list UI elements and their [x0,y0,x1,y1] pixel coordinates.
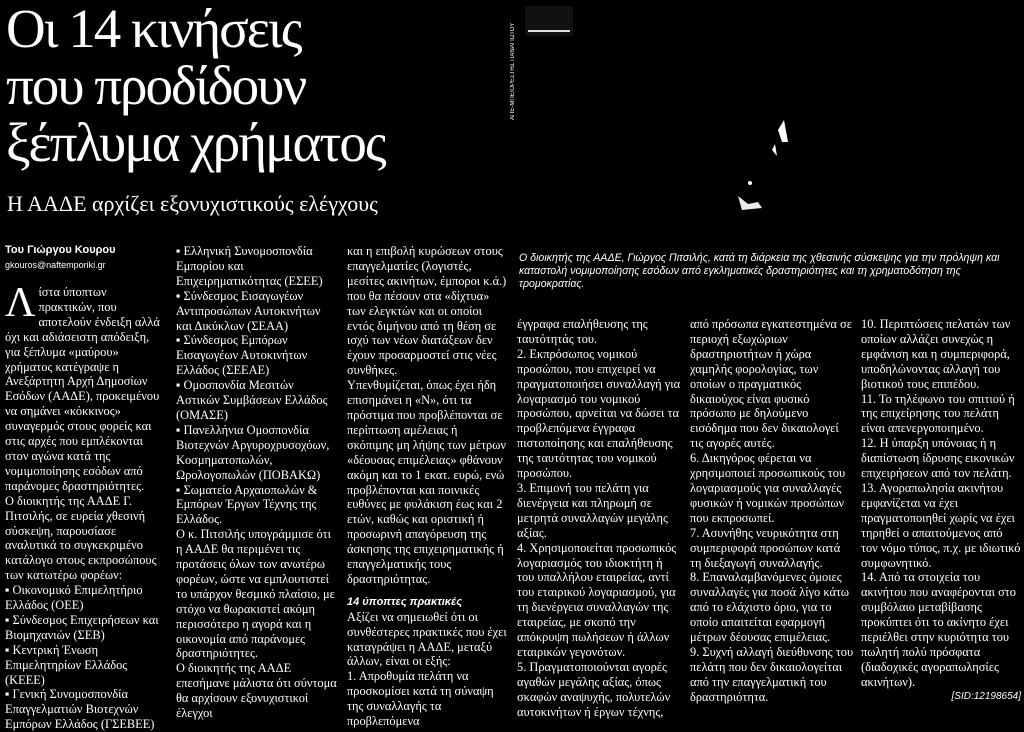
article-column-5 [690,317,854,705]
list-item: 11. Το τηλέφωνο του σπιτιού ή της επιχείρησης του πελάτη είναι απενεργοποιημένο. [861,391,1015,436]
dropcap: Λ [5,280,36,326]
list-item: ▪ Κεντρική Ένωση Επιμελητηρίων Ελλάδος (ΚΕΕΕ) [5,642,128,687]
list-item: 8. Επαναλαμβανόμενες όμοιες συναλλαγές για ποσά λίγο κάτω από το ελάχιστο όριο, για το οποίο απαιτείται εφαρμογή μέτρων δέουσας επιμέλειας. [690,570,850,645]
list-item: ▪ Σωματείο Αρχαιοπωλών & Εμπόρων Έργων Τέχνης της Ελλάδος. [176,482,318,527]
list-item: ▪ Πανελλήνια Ομοσπονδία Βιοτεχνών Αργυροχρυσοχόων, Κοσμηματοπωλών, Ωρολογοπωλών (ΠΟΒΑΚΩ) [176,422,330,482]
paragraph: Ο διοικητής της ΑΑΔΕ επεσήμανε μάλιστα ότι σύντομα θα αρχίσουν εξονυχιστικοί έλεγχοι [176,661,337,721]
list-item: ▪ Σύνδεσμος Εμπόρων Εισαγωγέων Αυτοκινήτων Ελλάδος (ΣΕΕΑΕ) [176,333,308,378]
list-item: ▪ Ελληνική Συνομοσπονδία Εμπορίου και Επιχειρηματικότητας (ΕΣΕΕ) [176,244,323,288]
byline-author: Του Γιώργου Κουρου [5,244,116,256]
paragraph: από πρόσωπα εγκατεστημένα σε περιοχή εξωχώριων δραστηριοτήτων ή χώρα χαμηλής φορολογίας, των οποίων ο πραγματικός δικαιούχος είναι φυσικό πρόσωπο με δηλούμενο εισόδημα που δεν δικαιολογεί τις αγορές αυτές. [690,317,852,451]
list-item: ▪ Οικονομικό Επιμελητήριο Ελλάδος (ΟΕΕ) [5,583,143,613]
paragraph: Λίστα ύποπτων πρακτικών, που αποτελούν ένδειξη αλλά όχι και αδιάσειστη απόδειξη, για ξέπλυμα «μαύρου» χρήματος κατέγραψε η Ανεξάρτητη Αρχή Δημοσίων Εσόδων (ΑΑΔΕ), προκειμένου να σημάνει «κόκκινος» συναγερμός στους φορείς και στις αρχές που εμπλέκονται στον αγώνα κατά της νομιμοποίησης εσόδων από παράνομες δραστηριότητες. [5,280,160,493]
list-item: 10. Περιπτώσεις πελατών των οποίων αλλάζει συνεχώς η εμφάνιση και η συμπεριφορά, υποδηλώνοντας αλλαγή του βιοτικού τους επιπέδου. [861,317,1011,391]
article-column-6 [861,317,1021,705]
list-item: ▪ Γενική Συνομοσπονδία Επαγγελματιών Βιοτεχνών Εμπόρων Ελλάδος (ΓΣΕΒΕΕ) [5,687,155,732]
headline-line: Οι 14 κινήσεις [6,0,301,59]
list-item: 4. Χρησιμοποιείται προσωπικός λογαριασμός του ιδιοκτήτη ή του υπαλλήλου εταιρείας, αντί του εταιρικού λογαριασμού, για τη διενέργεια συναλλαγών της εταιρείας, με σκοπό την απόκρυψη πωλήσεων ή άλλων εταιρικών γεγονότων. [517,540,677,659]
article-column-2 [176,244,338,721]
section-title: 14 ύποπτες πρακτικές [347,595,463,608]
article-column-4 [517,317,681,719]
paragraph: Ο διοικητής της ΑΑΔΕ Γ. Πιτσιλής, σε ευρεία χθεσινή σύσκεψη, παρουσίασε αναλυτικά το συγκεκριμένο κατάλογο στους εκπροσώπους των κατωτέρω φορέων: [5,493,157,583]
photo-caption: Ο διοικητής της ΑΑΔΕ, Γιώργος Πιτσιλής, κατά τη διάρκεια της χθεσινής σύσκεψης για την πρόληψη και καταστολή νομιμοποίησης εσόδων από εγκληματικές δραστηριότητες και τη χρηματοδότηση της τρομοκρατίας. [519,252,1000,290]
photo-silhouette-icon [520,0,1024,240]
list-item: 5. Πραγματοποιούνται αγορές αγαθών μεγάλης αξίας, όπως σκαφών αναψυχής, πολυτελών αυτοκινήτων ή έργων τέχνης, [517,659,671,719]
headline-line: που προδίδουν [6,55,306,116]
byline-email: gkouros@naftemporiki.gr [5,260,106,270]
article-column-3 [347,244,507,729]
photo-credit: ΑΠΕ-ΜΠΕ/ΟΡΕΣΤΗΣ ΠΑΝΑΓΙΩΤΟΥ [510,22,516,120]
list-item: 12. Η ύπαρξη υπόνοιας ή η διαπίστωση ίδρυσης εικονικών επιχειρήσεων από τον πελάτη. [861,436,1015,481]
paragraph: Ο κ. Πιτσιλής υπογράμμισε ότι η ΑΑΔΕ θα περιμένει τις προτάσεις όλων των ανωτέρω φορέων, ώστε να εμπλουτιστεί το υπάρχον θεσμικό πλαίσιο, με στόχο να θωρακιστεί ακόμη περισσότερο η αγορά και η οικονομία από παράνομες δραστηριότητες. [176,527,335,661]
headline [6,0,506,171]
list-item: 14. Από τα στοιχεία του ακινήτου που αναφέρονται στο συμβόλαιο μεταβίβασης προκύπτει ότι το ακίνητο έχει περιέλθει στην κυριότητα του πωλητή πολύ πρόσφατα (διαδοχικές αγοραπωλησίες ακινήτων). [861,570,1016,689]
list-item: 6. Δικηγόρος φέρεται να χρησιμοποιεί προσωπικούς του λογαριασμούς για συναλλαγές φυσικών ή νομικών προσώπων που εκπροσωπεί. [690,451,846,525]
news-photo [520,0,1024,240]
list-item: ▪ Σύνδεσμος Εισαγωγέων Αντιπροσώπων Αυτοκινήτων και Δικύκλων (ΣΕΑΑ) [176,288,321,333]
story-id: [SID:12198654] [951,690,1021,702]
subtitle: Η ΑΑΔΕ αρχίζει εξονυχιστικούς ελέγχους [7,191,378,216]
article-column-1 [5,280,162,732]
list-item: 7. Ασυνήθης νευρικότητα στη συμπεριφορά προσώπων κατά τη διεξαγωγή συναλλαγής. [690,525,841,570]
paragraph: 1. Απροθυμία πελάτη να προσκομίσει κατά τη σύναψη της συναλλαγής τα προβλεπόμενα [347,669,494,729]
list-item: 3. Επιμονή του πελάτη για διενέργεια και πληρωμή σε μετρητά συναλλαγών μεγάλης αξίας. [517,480,668,540]
paragraph: Αξίζει να σημειωθεί ότι οι συνθέστερες πρακτικές που έχει καταγράψει η ΑΑΔΕ, μεταξύ άλλων, είναι οι εξής: [347,609,507,669]
list-item: 2. Εκπρόσωπος νομικού προσώπου, που επιχειρεί να πραγματοποιήσει συναλλαγή για λογαριασμό του νομικού προσώπου, αρνείται να δώσει τα προβλεπόμενα έγγραφα πιστοποίησης και επαλήθευσης της ταυτότητας του νομικού προσώπου. [517,346,681,481]
paragraph: έγγραφα επαλήθευσης της ταυτότητάς του. [517,317,648,346]
list-item: ▪ Σύνδεσμος Επιχειρήσεων και Βιομηχανιών (ΣΕΒ) [5,612,159,642]
paragraph: και η επιβολή κυρώσεων στους επαγγελματίες (λογιστές, μεσίτες ακινήτων, έμποροι κ.ά.) που θα πέσουν στα «δίχτυα» των ελεγκτών και οι οποίοι εντός διμήνου από τη θέση σε ισχύ των νέων διατάξεων δεν έχουν προσαρμοστεί στις νέες συνθήκες. [347,244,507,378]
paragraph: Υπενθυμίζεται, όπως έχει ήδη επισημάνει η «Ν», ότι τα πρόστιμα που προβλέπονται σε περίπτωση αμέλειας ή σκόπιμης μη λήψης των μέτρων «δέουσας επιμέλειας» φθάνουν ακόμη και το 1 εκατ. ευρώ, ενώ προβλέπονται και ποινικές ευθύνες με φυλάκιση έως και 2 ετών, καθώς και οριστική ή προσωρινή απαγόρευση της άσκησης της επιχειρηματικής ή επαγγελματικής τους δραστηριότητας. [347,378,507,586]
headline-line: ξέπλυμα χρήματος [6,112,385,173]
list-item: ▪ Ομοσπονδία Μεσιτών Αστικών Συμβάσεων Ελλάδος (ΟΜΑΣΕ) [176,378,328,422]
list-item: 9. Συχνή αλλαγή διεύθυνσης του πελάτη που δεν δικαιολογείται από την επαγγελματική του δραστηριότητα. [690,644,854,704]
list-item: 13. Αγοραπωλησία ακινήτου εμφανίζεται να έχει πραγματοποιηθεί χωρίς να έχει τηρηθεί ο απαιτούμενος από τον νόμο τύπος, π.χ. με ιδιωτικό συμφωνητικό. [861,480,1021,570]
